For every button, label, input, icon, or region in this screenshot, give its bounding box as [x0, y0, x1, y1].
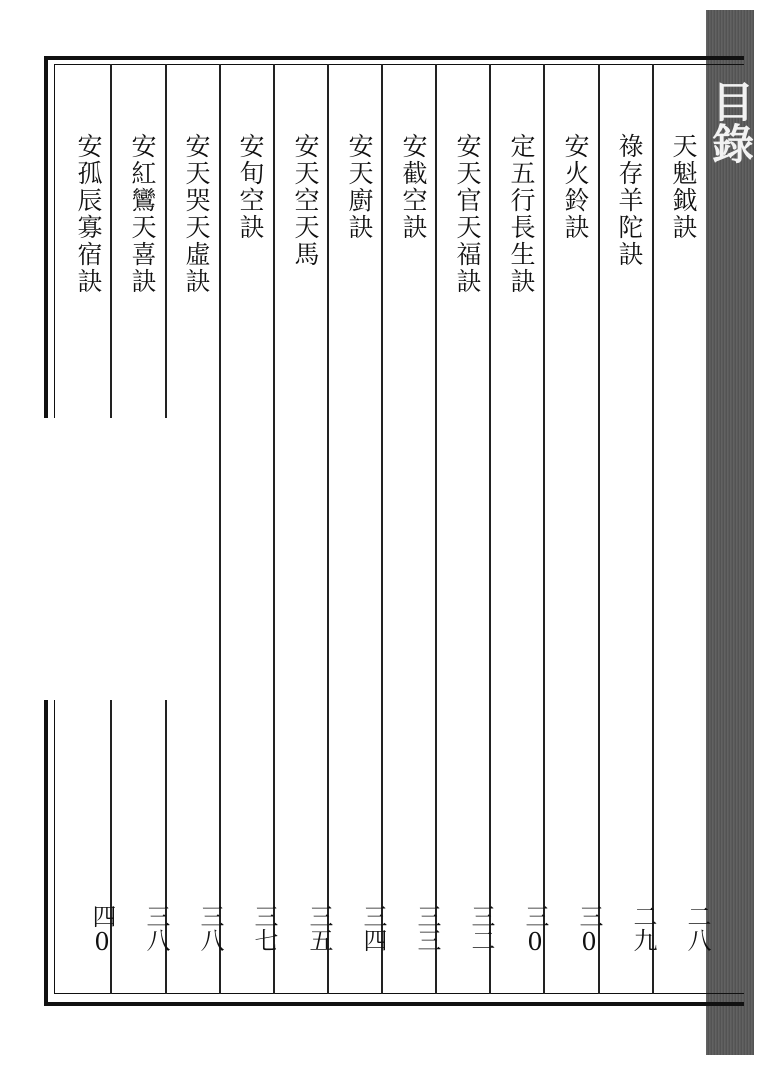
- column-divider: [598, 64, 600, 994]
- scan-gap: [40, 418, 190, 700]
- toc-entry-page: 三七: [250, 904, 278, 952]
- toc-entry-title: 安孤辰寡宿訣: [74, 133, 103, 295]
- toc-entry-title: 安截空訣: [399, 133, 428, 241]
- toc-entry-page: 三五: [305, 904, 333, 952]
- toc-entry-title: 安天廚訣: [345, 133, 374, 241]
- toc-entry-title: 祿存羊陀訣: [615, 133, 644, 268]
- toc-entry-page: 四0: [88, 904, 116, 956]
- toc-entry-title: 安天哭天虛訣: [182, 133, 211, 295]
- column-divider: [381, 64, 383, 994]
- toc-entry-title: 安旬空訣: [236, 133, 265, 241]
- toc-entry-page: 三二: [467, 904, 495, 952]
- toc-entry-page: 三八: [142, 904, 170, 952]
- toc-entry-page: 三0: [575, 904, 603, 956]
- toc-entry-page: 三三: [413, 904, 441, 952]
- toc-entry-title: 天魁鉞訣: [669, 133, 698, 241]
- toc-entry-page: 三四: [359, 904, 387, 952]
- toc-entry-page: 二八: [683, 904, 711, 952]
- toc-entry-page: 三0: [521, 904, 549, 956]
- column-divider: [435, 64, 437, 994]
- spine-label: 目錄: [706, 80, 755, 164]
- toc-entry-title: 安天空天馬: [291, 133, 320, 268]
- toc-entry-title: 安天官天福訣: [453, 133, 482, 295]
- column-divider: [652, 64, 654, 994]
- toc-entry-title: 安火鈴訣: [561, 133, 590, 241]
- column-divider: [327, 64, 329, 994]
- column-divider: [219, 64, 221, 994]
- toc-entry-title: 安紅鸞天喜訣: [128, 133, 157, 295]
- column-divider: [273, 64, 275, 994]
- column-divider: [489, 64, 491, 994]
- toc-entry-page: 三八: [196, 904, 224, 952]
- column-divider: [543, 64, 545, 994]
- toc-entry-title: 定五行長生訣: [507, 133, 536, 295]
- toc-entry-page: 二九: [629, 904, 657, 952]
